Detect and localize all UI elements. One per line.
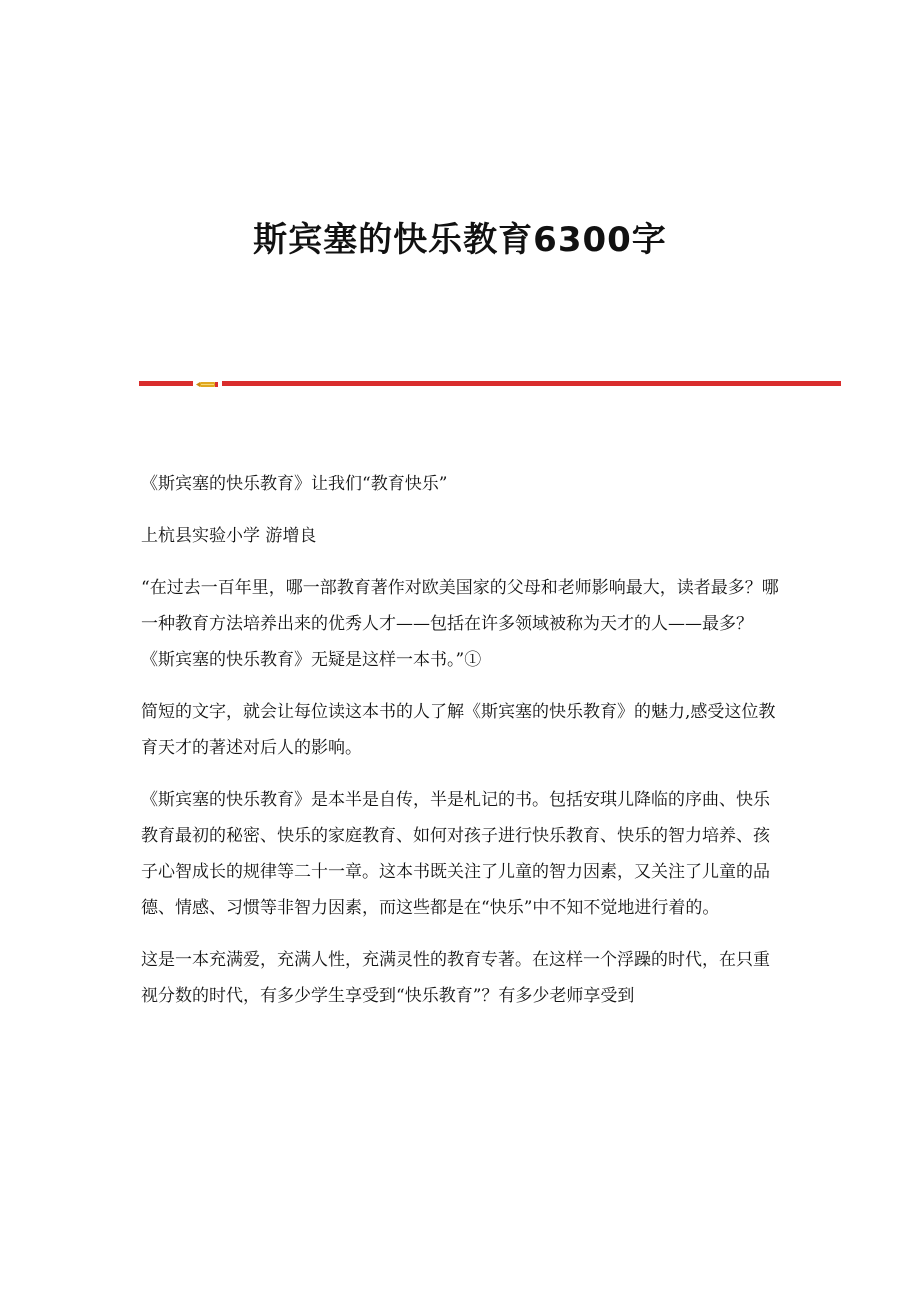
document-title: 斯宾塞的快乐教育6300字	[253, 220, 667, 260]
pencil-ornament-icon	[196, 381, 218, 388]
paragraph: 简短的文字，就会让每位读这本书的人了解《斯宾塞的快乐教育》的魅力,感受这位教育天才的著述对后人的影响。	[141, 702, 776, 758]
article-heading: 《斯宾塞的快乐教育》让我们“教育快乐”	[141, 474, 448, 494]
document-body	[141, 466, 786, 1030]
paragraph: 这是一本充满爱，充满人性，充满灵性的教育专著。在这样一个浮躁的时代，在只重视分数的时代，有多少学生享受到“快乐教育”？有多少老师享受到	[141, 950, 770, 1006]
title-divider-right	[222, 381, 841, 386]
paragraph-quote: “在过去一百年里，哪一部教育著作对欧美国家的父母和老师影响最大，读者最多？哪一种教育方法培养出来的优秀人才——包括在许多领域被称为天才的人——最多？《斯宾塞的快乐教育》无疑是这样一本书。”①	[141, 578, 779, 670]
title-divider-left	[139, 381, 193, 386]
author-line: 上杭县实验小学 游增良	[141, 526, 317, 546]
paragraph: 《斯宾塞的快乐教育》是本半是自传，半是札记的书。包括安琪儿降临的序曲、快乐教育最初的秘密、快乐的家庭教育、如何对孩子进行快乐教育、快乐的智力培养、孩子心智成长的规律等二十一章。这本书既关注了儿童的智力因素，又关注了儿童的品德、情感、习惯等非智力因素，而这些都是在“快乐”中不知不觉地进行着的。	[141, 790, 770, 918]
